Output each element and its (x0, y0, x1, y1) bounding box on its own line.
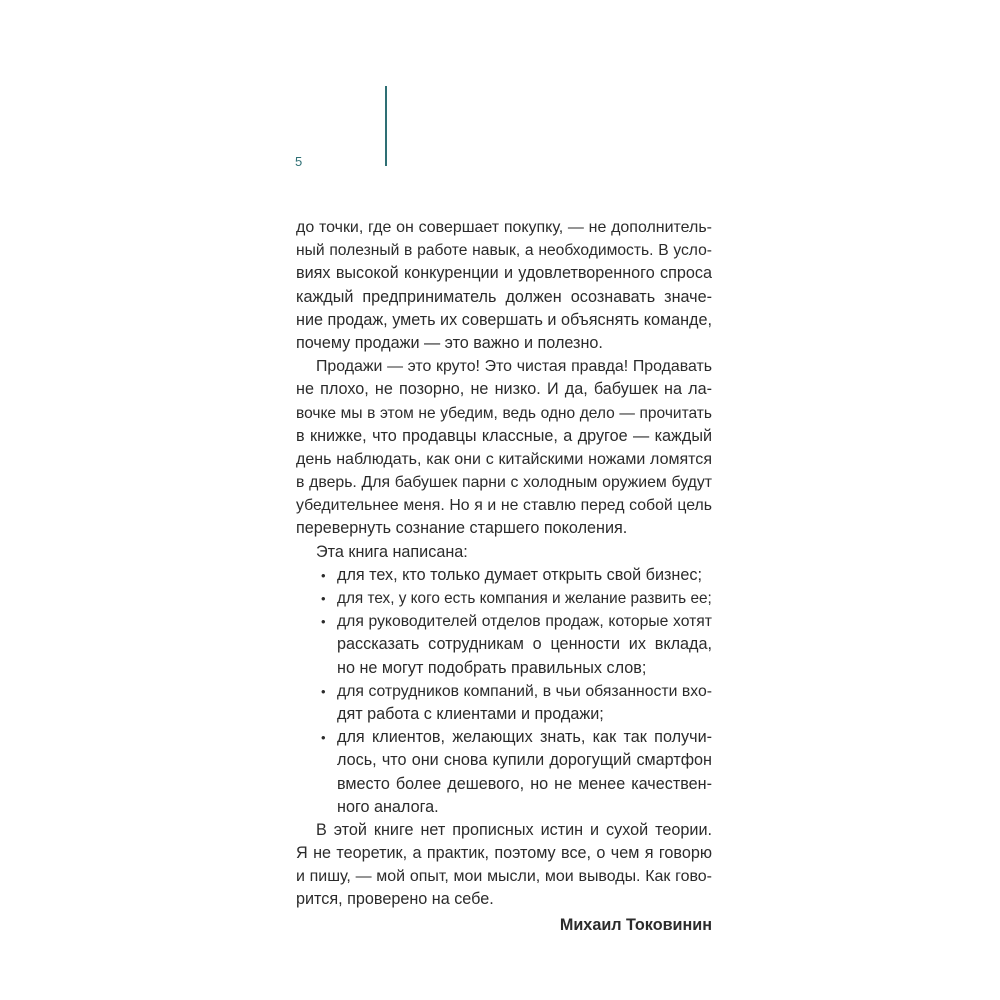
list-item-text: для клиентов, желающих знать, как так получи- (337, 728, 712, 747)
bullet-icon: • (321, 591, 326, 606)
page-number: 5 (295, 154, 303, 169)
list-item (296, 726, 712, 749)
list-item-text: для тех, кто только думает открыть свой бизнес; (337, 565, 702, 584)
text-line: убедительнее меня. Но я и не ставлю перед собой цель (296, 497, 712, 515)
text-line: перевернуть сознание старшего поколения. (296, 519, 628, 538)
text-line: в дверь. Для бабушек парни с холодным оружием будут (296, 474, 712, 492)
text-line: Продажи — это круто! Это чистая правда! Продавать (316, 358, 712, 376)
text-line: Я не теоретик, а практик, поэтому все, о чем я говорю (296, 844, 712, 863)
text-line: В этой книге нет прописных истин и сухой теории. (316, 820, 712, 839)
bullet-icon: • (321, 683, 326, 699)
text-line: ние продаж, уметь их совершать и объяснять команде, (296, 310, 712, 329)
text-line: вочке мы в этом не убедим, ведь одно дело — прочитать (296, 404, 712, 422)
header-rule (385, 86, 387, 166)
list-item-continuation: но не могут подобрать правильных слов; (337, 658, 647, 677)
list-item-continuation: лось, что они снова купили дорогущий смартфон (337, 751, 712, 770)
list-item-continuation: ного аналога. (337, 797, 439, 816)
list-item-continuation: вместо более дешевого, но не менее качествен- (337, 774, 712, 793)
list-item-continuation: дят работа с клиентами и продажи; (337, 704, 604, 723)
list-item (296, 564, 712, 587)
list-item-text: для сотрудников компаний, в чьи обязанности вхо- (337, 682, 712, 700)
text-line: ный полезный в работе навык, а необходимость. В усло- (296, 242, 712, 260)
list-item (296, 587, 712, 610)
text-line: день наблюдать, как они с китайскими ножами ломятся (296, 449, 712, 468)
bullet-icon: • (321, 614, 326, 630)
list-item-text: для руководителей отделов продаж, которые хотят (337, 613, 712, 631)
text-line: Эта книга написана: (316, 542, 468, 561)
list-item-text: для тех, у кого есть компания и желание развить ее; (337, 590, 712, 607)
list-item (296, 680, 712, 703)
text-line: и пишу, — мой опыт, мои мысли, мои выводы. Как гово- (296, 868, 712, 886)
text-line: не плохо, не позорно, не низко. И да, бабушек на ла- (296, 380, 712, 399)
text-line: виях высокой конкуренции и удовлетворенного спроса (296, 264, 712, 283)
bullet-icon: • (321, 730, 326, 746)
list-item-continuation: рассказать сотрудникам о ценности их вклада, (337, 635, 712, 654)
text-line: рится, проверено на себе. (296, 890, 494, 909)
author-signature: Михаил Токовинин (559, 915, 712, 934)
text-line: до точки, где он совершает покупку, — не дополнитель- (296, 219, 712, 236)
text-line: в книжке, что продавцы классные, а другое — каждый (296, 426, 712, 445)
text-line: каждый предприниматель должен осознавать значе- (296, 287, 712, 306)
text-line: почему продажи — это важно и полезно. (296, 333, 603, 352)
body-text (296, 216, 712, 937)
bullet-icon: • (321, 567, 326, 583)
list-item (296, 610, 712, 633)
